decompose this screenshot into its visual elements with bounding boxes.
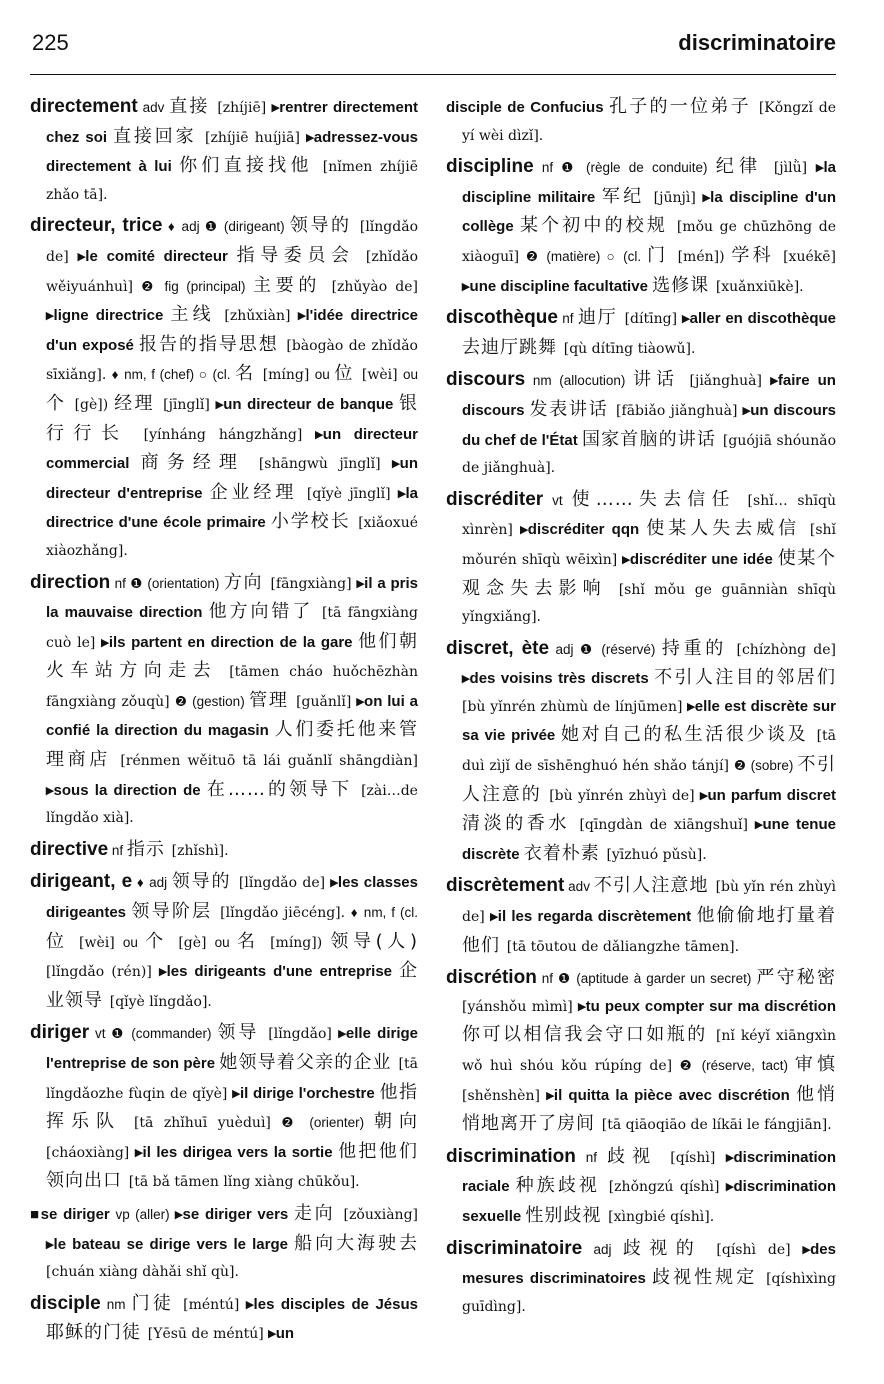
french-example: ▸la directrice d'une école primaire <box>46 484 418 532</box>
pinyin: [yínháng hángzhǎng] <box>143 426 316 443</box>
french-example: ▸aller en discothèque <box>682 310 836 328</box>
chinese-text: 位 <box>334 363 362 385</box>
pinyin: [qíshì] <box>670 1149 726 1166</box>
headword: disciple <box>30 1292 101 1314</box>
grammar-note: ♦ nm, f (cl. <box>350 905 418 921</box>
french-example: ▸il a pris la mauvaise direction <box>46 574 418 622</box>
chinese-text: 主线 <box>170 304 225 326</box>
chinese-text: 领导 <box>217 1022 269 1044</box>
headword: discrètement <box>446 875 565 897</box>
pinyin: [cháoxiàng] <box>46 1144 136 1161</box>
french-example: ▸les classes dirigeantes <box>46 874 418 922</box>
chinese-text: 持重的 <box>661 637 737 659</box>
dictionary-entry <box>446 485 836 631</box>
grammar-note: ♦ adj <box>132 875 172 891</box>
chinese-text: 使某个观念失去影响 <box>462 547 836 599</box>
chinese-text: 国家首脑的讲话 <box>582 428 723 450</box>
grammar-note: ❷ (réserve, tact) <box>679 1058 795 1073</box>
pinyin: [zài…de lǐngdǎo xià]. <box>46 782 418 827</box>
grammar-note: ou <box>122 934 146 950</box>
pinyin: [wèi] <box>361 367 403 384</box>
headword: discours <box>446 369 526 391</box>
pinyin: [jìlǜ] <box>773 160 816 177</box>
chinese-text: 领导(人) <box>330 930 418 952</box>
chinese-text: 他们朝火车站方向走去 <box>46 630 418 682</box>
french-example: ▸une tenue discrète <box>462 816 836 863</box>
grammar-note: nf ❶ (règle de conduite) <box>533 160 716 176</box>
chinese-text: 在……的领导下 <box>206 778 362 800</box>
dictionary-entry <box>30 1199 418 1286</box>
grammar-note: nf <box>108 842 127 858</box>
grammar-note: adv <box>137 100 170 115</box>
french-example: ▸l'idée directrice d'un exposé <box>46 307 419 354</box>
french-example: ▸ils partent en direction de la gare <box>101 633 359 651</box>
pinyin: [tā lǐngdǎozhe fùqin de qǐyè] <box>46 1056 418 1102</box>
chinese-text: 指示 <box>126 838 172 860</box>
grammar-note: nf ❶ (aptitude à garder un secret) <box>536 971 757 987</box>
chinese-text: 他指挥乐队 <box>46 1081 419 1133</box>
french-example: ▸se diriger vers <box>175 1205 295 1223</box>
grammar-note: ♦ adj ❶ (dirigeant) <box>162 219 290 235</box>
chinese-text: 朝向 <box>373 1111 418 1133</box>
grammar-note: ❷ (sobre) <box>733 758 798 774</box>
french-example: ▸discrimination sexuelle <box>462 1178 836 1225</box>
grammar-note: ou <box>214 934 238 950</box>
pinyin: [tā tōutou de dǎliangzhe tāmen]. <box>506 938 740 955</box>
pinyin: [zǒuxiàng] <box>343 1206 418 1223</box>
chinese-text: 歧视 <box>606 1145 671 1167</box>
french-example: ▸tu peux compter sur ma discrétion <box>578 997 837 1015</box>
dictionary-entry <box>30 92 418 208</box>
french-example: ▸les dirigeants d'une entreprise <box>159 963 399 981</box>
pinyin: [yánshǒu mìmì] <box>462 998 579 1015</box>
grammar-note: nm (allocution) <box>525 373 634 389</box>
chinese-text: 船向大海驶去 <box>294 1232 419 1254</box>
chinese-text: 不引人注意的 <box>462 754 836 805</box>
pinyin: [qíshìxìng guīdìng]. <box>462 1271 836 1315</box>
chinese-text: 你们直接找他 <box>179 155 323 177</box>
pinyin: [jūnjì] <box>653 189 703 206</box>
pinyin: [bàogào de zhǐdǎo sīxiǎng]. <box>46 337 418 384</box>
headword: direction <box>30 571 111 593</box>
pinyin: [zhǐdǎo wěiyuánhuì] <box>46 248 418 295</box>
chinese-text: 不引人注意地 <box>593 875 716 897</box>
pinyin: [guójiā shóunǎo de jiǎnghuà]. <box>462 432 836 477</box>
chinese-text: 选修课 <box>652 274 716 296</box>
pinyin: [jīnglǐ] <box>163 396 216 413</box>
pinyin: [shěnshèn] <box>462 1087 547 1104</box>
pinyin: [wèi] <box>79 934 123 951</box>
pinyin: [shǐ mǒurén shīqù wēixìn] <box>462 522 836 568</box>
chinese-text: 门 <box>647 244 678 266</box>
pinyin: [zhíjiē huíjiā] <box>205 129 307 146</box>
grammar-note: nm <box>100 1296 132 1312</box>
pinyin: [mén]) <box>677 248 732 265</box>
chinese-text: 企业领导 <box>46 960 418 1011</box>
french-example: ▸faire un discours <box>462 372 836 419</box>
grammar-note: vt <box>543 492 572 508</box>
dictionary-entry <box>446 634 836 869</box>
french-example: ▸il quitta la pièce avec discrétion <box>546 1086 796 1104</box>
french-example: ▸le comité directeur <box>77 247 237 265</box>
pinyin: [chuán xiàng dàhǎi shǐ qù]. <box>46 1264 239 1281</box>
pinyin: [bù yǐnrén zhùmù de línjūmen] <box>462 698 688 715</box>
french-example: ▸il les dirigea vers la sortie <box>135 1143 339 1161</box>
french-example: ▸il les regarda discrètement <box>490 908 697 926</box>
chinese-text: 他悄悄地离开了房间 <box>462 1083 836 1135</box>
chinese-text: 迪厅 <box>577 307 625 329</box>
french-example: ▸elle dirige l'entreprise de son père <box>46 1025 418 1072</box>
dictionary-entry <box>30 835 418 865</box>
chinese-text: 她对自己的私生活很少谈及 <box>561 724 817 746</box>
grammar-note: ❷ (matière) ○ (cl. <box>525 248 648 264</box>
chinese-text: 个 <box>145 930 179 952</box>
dictionary-entry <box>30 867 418 1015</box>
chinese-text: 耶稣的门徒 <box>46 1322 148 1344</box>
pinyin: [tā fāngxiàng cuò le] <box>46 605 418 651</box>
pinyin: [bù yǐnrén zhùyì de] <box>549 787 700 804</box>
pinyin: [chízhòng de] <box>736 641 836 658</box>
chinese-text: 名 <box>235 363 263 385</box>
french-example: ▸une discipline facultative <box>462 277 653 295</box>
pinyin: [fāngxiàng] <box>270 575 357 592</box>
pinyin: [dítīng] <box>624 311 683 328</box>
pinyin: [zhǔyào de] <box>331 278 418 295</box>
pinyin: [lǐngdǎo jiēcéng]. <box>220 905 351 922</box>
chinese-text: 他方向错了 <box>208 601 322 623</box>
pinyin: [tā qiāoqiāo de líkāi le fángjiān]. <box>601 1117 832 1134</box>
chinese-text: 某个初中的校规 <box>520 215 677 237</box>
pinyin: [fābiǎo jiǎnghuà] <box>616 402 743 419</box>
pinyin: [xuǎnxiūkè]. <box>715 278 804 295</box>
chinese-text: 人们委托他来管理商店 <box>46 719 419 771</box>
french-example: ▸il dirige l'orchestre <box>232 1084 380 1102</box>
pinyin: [shǐ… shīqù xìnrèn] <box>462 492 836 539</box>
headword: discrétion <box>446 967 537 989</box>
pinyin: [méntú] <box>183 1296 247 1313</box>
chinese-text: 审慎 <box>794 1054 836 1075</box>
pinyin: [míng] <box>262 367 315 384</box>
pinyin: [xìngbié qíshì]. <box>608 1208 715 1225</box>
chinese-text: 个 <box>46 392 75 414</box>
french-example: ▸discréditer une idée <box>622 550 778 568</box>
chinese-text: 直接回家 <box>113 125 206 147</box>
pinyin: [gè] <box>178 934 215 951</box>
headword: directeur, trice <box>30 215 163 237</box>
french-example: disciple de Confucius <box>446 99 609 116</box>
grammar-note: ❷ (gestion) <box>174 693 250 709</box>
chinese-text: 门徒 <box>131 1292 184 1314</box>
chinese-text: 银行行长 <box>46 392 418 444</box>
chinese-text: 位 <box>46 930 80 952</box>
chinese-text: 他把他们领向出口 <box>46 1140 419 1192</box>
chinese-text: 直接 <box>169 96 218 117</box>
pinyin: [bù yǐn rén zhùyì de] <box>462 879 836 926</box>
grammar-note: vt ❶ (commander) <box>89 1026 218 1042</box>
french-example: ■se diriger <box>30 1205 116 1223</box>
pinyin: [jiǎnghuà] <box>689 373 771 390</box>
grammar-note: adj <box>582 1241 623 1257</box>
pinyin: [nǐ kéyǐ xiāngxìn wǒ huì shóu kǒu rúpíng de] <box>462 1028 836 1074</box>
headword: directive <box>30 838 109 860</box>
french-example: ▸un directeur de banque <box>215 395 399 413</box>
grammar-note: vp (aller) <box>115 1206 175 1222</box>
dictionary-entry <box>30 1289 418 1348</box>
chinese-text: 去迪厅跳舞 <box>462 336 564 358</box>
grammar-note: ou <box>314 367 335 383</box>
pinyin: [xiǎoxué xiàozhǎng]. <box>46 515 418 559</box>
chinese-text: 商务经理 <box>140 452 259 474</box>
french-example: ▸un discours du chef de l'État <box>462 401 836 449</box>
pinyin: [lǐngdǎo de] <box>238 875 331 892</box>
pinyin: [qīngdàn de xiāngshuǐ] <box>579 817 755 834</box>
chinese-text: 她领导着父亲的企业 <box>219 1052 399 1073</box>
pinyin: [rénmen wěituō tā lái guǎnlǐ shāngdiàn] <box>120 753 418 770</box>
french-example: ▸un directeur d'entreprise <box>46 455 418 502</box>
chinese-text: 歧视的 <box>622 1237 717 1259</box>
chinese-text: 种族歧视 <box>515 1175 609 1197</box>
grammar-note: adv <box>564 879 594 895</box>
chinese-text: 方向 <box>223 571 271 593</box>
pinyin: [míng]) <box>270 934 331 951</box>
chinese-text: 经理 <box>114 392 164 414</box>
dictionary-entry <box>30 1018 418 1196</box>
running-head: discriminatoire <box>678 30 836 55</box>
grammar-note: ou <box>402 367 418 383</box>
pinyin: [lǐngdǎo (rén)] <box>46 964 160 981</box>
headword: discriminatoire <box>446 1237 583 1259</box>
grammar-note: ♦ nm, f (chef) ○ (cl. <box>111 367 236 383</box>
pinyin: [tāmen cháo huǒchēzhàn fāngxiàng zǒuqù] <box>46 664 418 710</box>
french-example: ▸des mesures discriminatoires <box>462 1240 836 1288</box>
chinese-text: 企业经理 <box>209 481 307 503</box>
dictionary-entry <box>446 1234 836 1321</box>
pinyin: [zhǔxiàn] <box>224 308 298 325</box>
french-example: ▸ligne directrice <box>46 307 171 325</box>
pinyin: [guǎnlǐ] <box>296 693 357 710</box>
chinese-text: 报告的指导思想 <box>139 333 287 355</box>
french-example: ▸discréditer qqn <box>520 521 647 539</box>
pinyin: [nǐmen zhíjiē zhǎo tā]. <box>46 159 418 203</box>
pinyin: [lǐngdǎo de] <box>46 219 418 265</box>
pinyin: [qǐyè jīnglǐ] <box>306 485 398 502</box>
pinyin: [Yēsū de méntú] <box>147 1326 269 1343</box>
grammar-note: ❷ fig (principal) <box>141 278 253 294</box>
french-example: ▸la discipline militaire <box>462 159 836 206</box>
french-example: ▸la discipline d'un collège <box>462 188 836 236</box>
french-example: ▸le bateau se dirige vers le large <box>46 1235 295 1253</box>
pinyin: [qíshì de] <box>716 1241 803 1258</box>
pinyin: [Kǒngzǐ de yí wèi dìzǐ]. <box>462 100 836 144</box>
chinese-text: 走向 <box>294 1202 344 1224</box>
dictionary-entry <box>446 1142 836 1231</box>
pinyin: [gè]) <box>74 396 115 413</box>
right-column <box>446 92 836 1323</box>
grammar-note: nf <box>575 1149 607 1165</box>
headword: directement <box>30 96 138 117</box>
chinese-text: 军纪 <box>601 185 654 207</box>
french-example: ▸adressez-vous directement à lui <box>46 128 418 176</box>
headword: dirigeant, e <box>30 871 133 893</box>
headword: diriger <box>30 1022 90 1044</box>
pinyin: [zhǐshì]. <box>171 842 229 859</box>
chinese-text: 使……失去信任 <box>571 488 748 510</box>
french-example: ▸un parfum discret <box>699 786 836 804</box>
chinese-text: 管理 <box>249 689 297 711</box>
dictionary-entry <box>446 963 836 1139</box>
pinyin: [tā duì zìjǐ de sīshēnghuó hén shǎo tánjí] <box>462 728 836 775</box>
pinyin: [shǐ mǒu ge guānniàn shīqù yǐngxiǎng]. <box>462 581 836 626</box>
french-example: ▸sous la direction de <box>46 781 207 799</box>
chinese-text: 领导的 <box>289 215 360 237</box>
chinese-text: 清淡的香水 <box>462 813 580 835</box>
headword: discret, ète <box>446 637 550 659</box>
pinyin: [xuékē] <box>783 248 836 265</box>
page-header <box>30 28 836 75</box>
headword: discipline <box>446 156 534 178</box>
chinese-text: 主要的 <box>252 274 332 296</box>
dictionary-entry <box>446 152 836 300</box>
french-example: ▸elle est discrète sur sa vie privée <box>462 697 837 745</box>
chinese-text: 歧视性规定 <box>652 1267 767 1289</box>
chinese-text: 孔子的一位弟子 <box>609 96 759 117</box>
pinyin: [qǐyè lǐngdǎo]. <box>109 993 212 1010</box>
pinyin: [qù dítīng tiàowǔ]. <box>563 340 696 357</box>
french-example: ▸rentrer directement chez soi <box>46 99 418 146</box>
dictionary-entry <box>446 303 836 362</box>
chinese-text: 他偷偷地打量着他们 <box>462 905 836 956</box>
pinyin: [shāngwù jīnglǐ] <box>258 456 393 473</box>
dictionary-entry <box>446 871 836 960</box>
french-example: ▸on lui a confié la direction du magasin <box>46 692 418 740</box>
chinese-text: 领导的 <box>171 871 239 893</box>
chinese-text: 小学校长 <box>270 511 359 533</box>
french-example: ▸discrimination raciale <box>462 1148 836 1196</box>
headword: discrimination <box>446 1145 576 1167</box>
chinese-text: 使某人失去威信 <box>646 518 810 540</box>
chinese-text: 发表讲话 <box>529 398 617 420</box>
dictionary-entry <box>30 568 418 832</box>
french-example: ▸un <box>268 1325 295 1343</box>
chinese-text: 严守秘密 <box>756 967 836 989</box>
pinyin: [zhíjiē] <box>217 100 272 116</box>
chinese-text: 性别歧视 <box>525 1204 609 1226</box>
chinese-text: 学科 <box>731 244 784 266</box>
chinese-text: 领导阶层 <box>131 901 221 923</box>
chinese-text: 讲话 <box>633 369 690 391</box>
grammar-note: nf ❶ (orientation) <box>110 575 224 591</box>
headword: discréditer <box>446 488 544 510</box>
chinese-text: 你可以相信我会守口如瓶的 <box>462 1024 716 1046</box>
left-column <box>30 92 418 1351</box>
page-number: 225 <box>32 30 69 55</box>
pinyin: [tā bǎ tāmen lǐng xiàng chūkǒu]. <box>128 1174 360 1191</box>
dictionary-entry <box>30 211 418 564</box>
pinyin: [yīzhuó pǔsù]. <box>606 846 707 863</box>
dictionary-entry <box>446 365 836 481</box>
grammar-note: nf <box>557 311 578 327</box>
headword: discothèque <box>446 307 558 329</box>
pinyin: [zhǒngzú qíshì] <box>608 1179 726 1196</box>
pinyin: [mǒu ge chūzhōng de xiàoguī] <box>462 219 836 265</box>
chinese-text: 纪律 <box>715 156 774 178</box>
french-example: ▸des voisins très discrets <box>462 670 655 688</box>
pinyin: [lǐngdǎo] <box>268 1026 339 1043</box>
french-example: ▸les disciples de Jésus <box>246 1295 418 1313</box>
dictionary-entry <box>446 92 836 149</box>
pinyin: [tā zhǐhuī yuèduì] <box>133 1115 282 1132</box>
chinese-text: 不引人注目的邻居们 <box>654 667 836 689</box>
chinese-text: 名 <box>237 930 271 952</box>
french-example: ▸un directeur commercial <box>46 425 418 473</box>
chinese-text: 衣着朴素 <box>523 842 607 864</box>
grammar-note: ❷ (orienter) <box>281 1115 374 1131</box>
chinese-text: 指导委员会 <box>236 244 366 266</box>
grammar-note: adj ❶ (réservé) <box>549 641 662 657</box>
